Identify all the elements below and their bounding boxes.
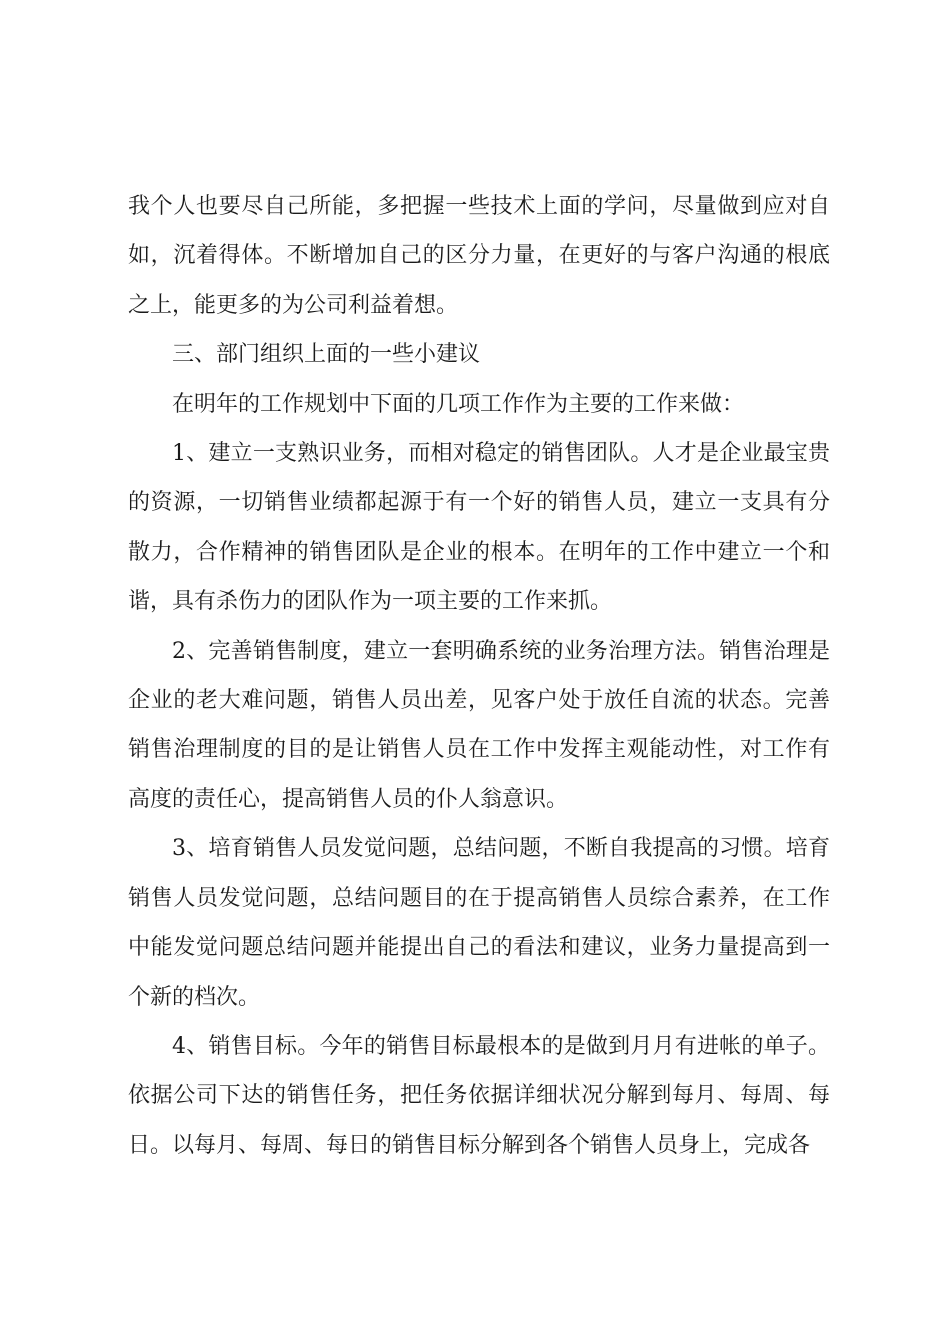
list-item-3-self-improvement: 3、培育销售人员发觉问题，总结问题，不断自我提高的习惯。培育销售人员发觉问题，总结问题目的在于提高销售人员综合素养，在工作中能发觉问题总结问题并能提出自己的看法和建议，业务力量提高到一个新的档次。 [128, 836, 830, 1010]
document-body [128, 182, 830, 1170]
paragraph-continuation: 我个人也要尽自己所能，多把握一些技术上面的学问，尽量做到应对自如，沉着得体。不断增加自己的区分力量，在更好的与客户沟通的根底之上，能更多的为公司利益着想。 [128, 194, 830, 318]
list-item-4-sales-targets: 4、销售目标。今年的销售目标最根本的是做到月月有进帐的单子。依据公司下达的销售任务，把任务依据详细状况分解到每月、每周、每日。以每月、每周、每日的销售目标分解到各个销售人员身上，完成各 [128, 1033, 830, 1158]
list-item-2-sales-system: 2、完善销售制度，建立一套明确系统的业务治理方法。销售治理是企业的老大难问题，销售人员出差，见客户处于放任自流的状态。完善销售治理制度的目的是让销售人员在工作中发挥主观能动性，对工作有高度的责任心，提高销售人员的仆人翁意识。 [128, 638, 830, 812]
list-item-1-sales-team: 1、建立一支熟识业务，而相对稳定的销售团队。人才是企业最宝贵的资源，一切销售业绩都起源于有一个好的销售人员，建立一支具有分散力，合作精神的销售团队是企业的根本。在明年的工作中建立一个和谐，具有杀伤力的团队作为一项主要的工作来抓。 [128, 441, 830, 615]
paragraph-intro: 在明年的工作规划中下面的几项工作作为主要的工作来做： [172, 391, 745, 417]
section-heading-department-suggestions: 三、部门组织上面的一些小建议 [172, 342, 481, 368]
